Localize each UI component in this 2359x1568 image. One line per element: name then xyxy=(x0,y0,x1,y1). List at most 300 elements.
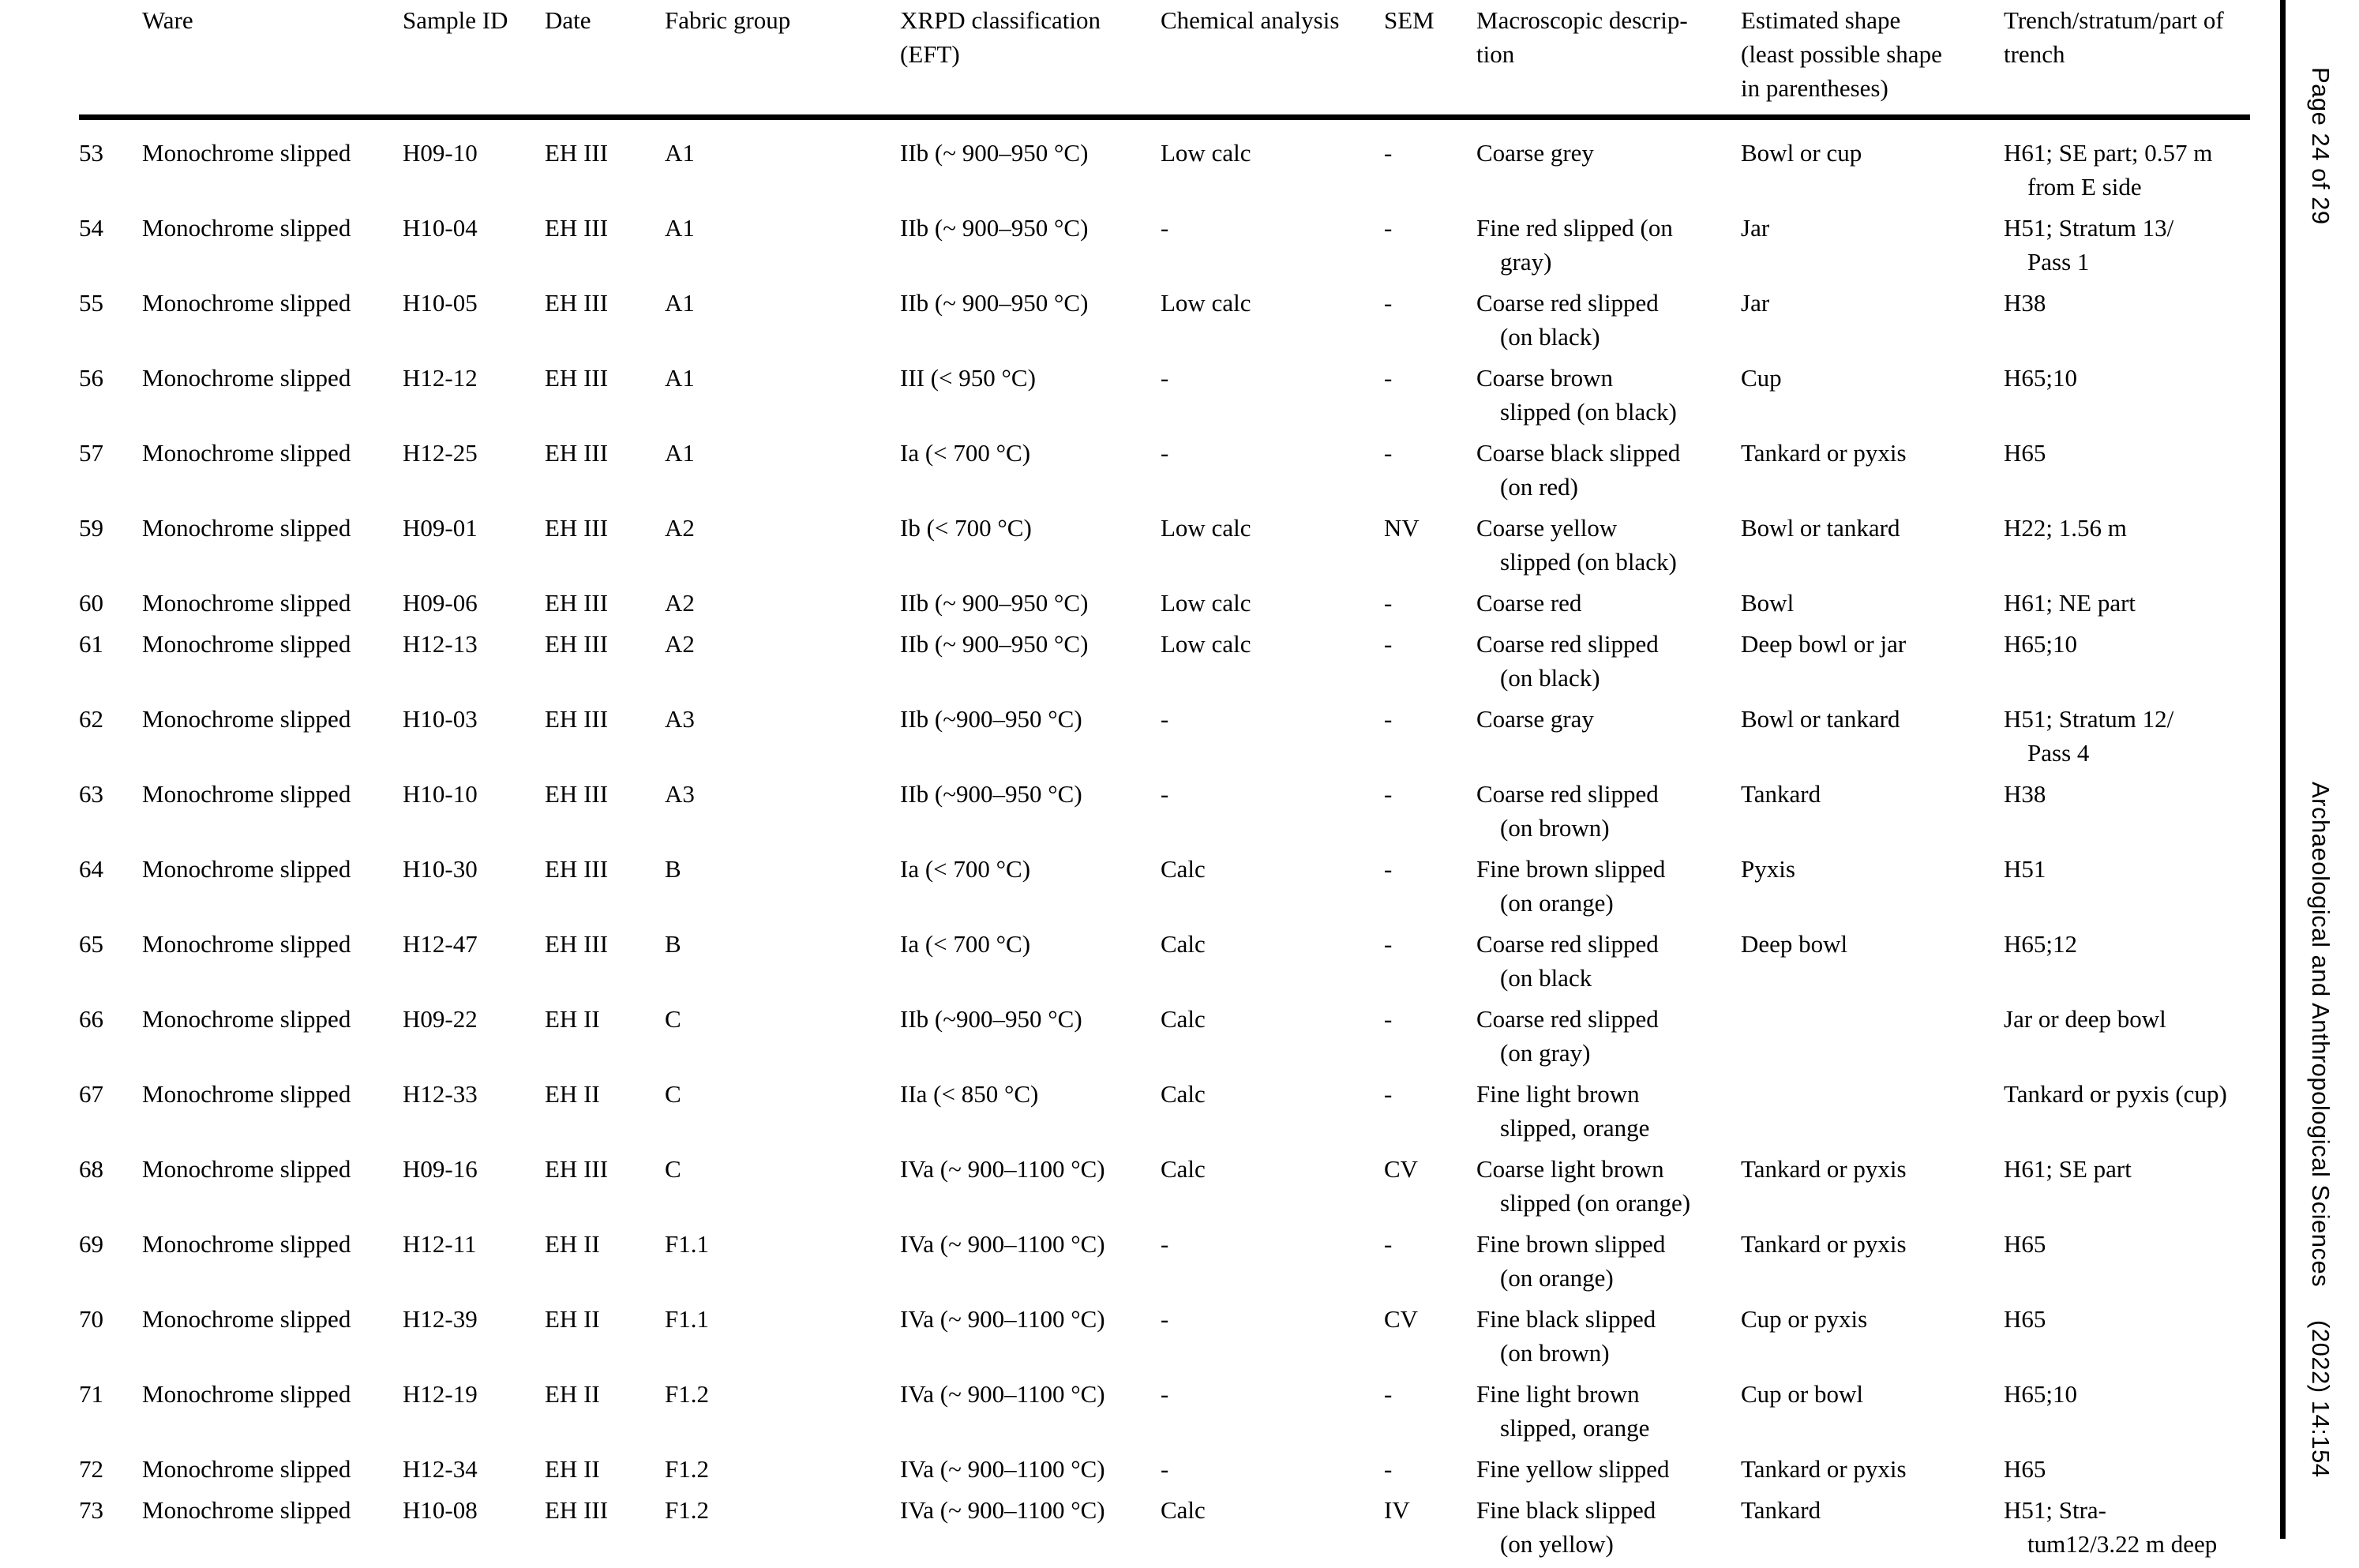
cell-line: Monochrome slipped xyxy=(142,139,351,167)
cell-chem xyxy=(1161,286,1384,320)
cell-line: - xyxy=(1384,1455,1393,1483)
cell-line: - xyxy=(1161,780,1169,808)
cell-line: H65;12 xyxy=(2004,930,2077,958)
cell-xrpd xyxy=(900,211,1161,245)
cell-sample_id xyxy=(403,777,545,811)
cell-line: Monochrome slipped xyxy=(142,514,351,542)
cell-sem xyxy=(1384,1077,1476,1111)
cell-xrpd xyxy=(900,1452,1161,1486)
cell-num xyxy=(79,777,142,811)
cell-date xyxy=(545,511,665,545)
cell-fabric xyxy=(665,702,900,736)
cell-num xyxy=(79,1152,142,1186)
cell-line: IVa (~ 900–1100 °C) xyxy=(900,1230,1105,1258)
cell-sample_id xyxy=(403,852,545,886)
cell-xrpd xyxy=(900,361,1161,395)
cell-macro xyxy=(1476,1227,1741,1295)
cell-shape xyxy=(1741,511,2004,545)
cell-line: Fine black slipped xyxy=(1476,1305,1656,1333)
cell-line: gray) xyxy=(1500,248,1552,276)
cell-line: 72 xyxy=(79,1455,103,1483)
cell-line: H22; 1.56 m xyxy=(2004,514,2127,542)
cell-line: H65 xyxy=(2004,1455,2046,1483)
cell-line: Tankard or pyxis xyxy=(1741,1155,1907,1183)
column-header-trench xyxy=(2004,3,2250,71)
cell-xrpd xyxy=(900,286,1161,320)
cell-line: EH III xyxy=(545,930,609,958)
cell-trench xyxy=(2004,511,2250,545)
cell-sample_id xyxy=(403,286,545,320)
cell-line: H12-13 xyxy=(403,630,478,658)
cell-fabric xyxy=(665,1002,900,1036)
cell-trench xyxy=(2004,1452,2250,1486)
cell-line: H65;10 xyxy=(2004,630,2077,658)
cell-line: 61 xyxy=(79,630,103,658)
cell-line: Monochrome slipped xyxy=(142,1496,351,1524)
cell-sample_id xyxy=(403,1452,545,1486)
cell-line: Monochrome slipped xyxy=(142,1305,351,1333)
cell-sem xyxy=(1384,211,1476,245)
cell-trench xyxy=(2004,286,2250,320)
cell-line: Monochrome slipped xyxy=(142,589,351,617)
cell-sem xyxy=(1384,702,1476,736)
cell-line: Monochrome slipped xyxy=(142,1380,351,1408)
cell-ware xyxy=(142,1152,403,1186)
cell-num xyxy=(79,436,142,470)
cell-line: slipped (on black) xyxy=(1500,398,1677,426)
cell-macro xyxy=(1476,286,1741,354)
cell-line: Ia (< 700 °C) xyxy=(900,930,1031,958)
cell-line: - xyxy=(1384,589,1393,617)
cell-xrpd xyxy=(900,1077,1161,1111)
cell-macro xyxy=(1476,1152,1741,1220)
cell-line: Coarse gray xyxy=(1476,705,1594,733)
cell-line: H65;10 xyxy=(2004,1380,2077,1408)
cell-line: EH III xyxy=(545,780,609,808)
cell-line: Low calc xyxy=(1161,139,1251,167)
cell-line: 53 xyxy=(79,139,103,167)
cell-macro xyxy=(1476,1002,1741,1070)
cell-line: Date xyxy=(545,6,591,34)
column-header-ware xyxy=(142,3,403,37)
cell-line: H09-22 xyxy=(403,1005,478,1033)
cell-chem xyxy=(1161,852,1384,886)
cell-line: 57 xyxy=(79,439,103,467)
cell-num xyxy=(79,852,142,886)
table-row-60 xyxy=(79,586,2250,620)
cell-line: tum12/3.22 m deep xyxy=(2027,1530,2218,1558)
cell-line: Fabric group xyxy=(665,6,791,34)
column-header-shape xyxy=(1741,3,2004,105)
cell-date xyxy=(545,627,665,661)
cell-chem xyxy=(1161,136,1384,170)
cell-sample_id xyxy=(403,211,545,245)
cell-line: IIb (~ 900–950 °C) xyxy=(900,630,1089,658)
cell-line: H38 xyxy=(2004,780,2046,808)
cell-date xyxy=(545,1002,665,1036)
cell-line: Monochrome slipped xyxy=(142,289,351,317)
cell-line: IVa (~ 900–1100 °C) xyxy=(900,1455,1105,1483)
cell-trench xyxy=(2004,927,2250,961)
cell-line: Chemical analysis xyxy=(1161,6,1340,34)
cell-line: EH III xyxy=(545,630,609,658)
cell-line: F1.2 xyxy=(665,1496,709,1524)
cell-fabric xyxy=(665,1377,900,1411)
cell-sample_id xyxy=(403,1077,545,1111)
cell-num xyxy=(79,702,142,736)
table-row-53 xyxy=(79,136,2250,204)
cell-line: H61; SE part xyxy=(2004,1155,2132,1183)
cell-line: Monochrome slipped xyxy=(142,214,351,242)
cell-line: Jar or deep bowl xyxy=(2004,1005,2166,1033)
cell-line: - xyxy=(1161,1380,1169,1408)
cell-shape xyxy=(1741,211,2004,245)
cell-line: Monochrome slipped xyxy=(142,1005,351,1033)
cell-chem xyxy=(1161,1452,1384,1486)
cell-line: EH II xyxy=(545,1305,600,1333)
column-header-sem xyxy=(1384,3,1476,37)
cell-line: Fine brown slipped xyxy=(1476,855,1666,883)
cell-line: A1 xyxy=(665,214,695,242)
cell-fabric xyxy=(665,286,900,320)
cell-num xyxy=(79,286,142,320)
cell-sample_id xyxy=(403,1493,545,1527)
cell-line: CV xyxy=(1384,1305,1419,1333)
cell-line: - xyxy=(1384,930,1393,958)
cell-chem xyxy=(1161,1077,1384,1111)
cell-trench xyxy=(2004,702,2250,770)
cell-line: H12-19 xyxy=(403,1380,478,1408)
samples-table xyxy=(79,3,2250,1568)
cell-num xyxy=(79,586,142,620)
cell-fabric xyxy=(665,136,900,170)
cell-line: slipped (on black) xyxy=(1500,548,1677,576)
cell-macro xyxy=(1476,511,1741,579)
cell-line: 66 xyxy=(79,1005,103,1033)
cell-fabric xyxy=(665,627,900,661)
cell-line: Coarse grey xyxy=(1476,139,1594,167)
cell-sem xyxy=(1384,361,1476,395)
cell-xrpd xyxy=(900,1302,1161,1336)
cell-line: Calc xyxy=(1161,1496,1206,1524)
cell-line: IIb (~ 900–950 °C) xyxy=(900,589,1089,617)
cell-chem xyxy=(1161,511,1384,545)
cell-xrpd xyxy=(900,1493,1161,1527)
cell-line: Monochrome slipped xyxy=(142,1080,351,1108)
cell-line: Ia (< 700 °C) xyxy=(900,439,1031,467)
cell-sem xyxy=(1384,286,1476,320)
cell-line: - xyxy=(1384,1005,1393,1033)
table-row-66 xyxy=(79,1002,2250,1070)
cell-line: Pass 1 xyxy=(2027,248,2090,276)
cell-line: 70 xyxy=(79,1305,103,1333)
cell-macro xyxy=(1476,627,1741,695)
cell-line: Fine light brown xyxy=(1476,1080,1640,1108)
cell-line: IIb (~900–950 °C) xyxy=(900,780,1082,808)
cell-line: F1.1 xyxy=(665,1230,709,1258)
table-head xyxy=(79,3,2250,120)
cell-sem xyxy=(1384,1302,1476,1336)
column-header-macro xyxy=(1476,3,1741,71)
cell-line: Monochrome slipped xyxy=(142,364,351,392)
cell-line: H65;10 xyxy=(2004,364,2077,392)
cell-ware xyxy=(142,436,403,470)
cell-macro xyxy=(1476,702,1741,736)
cell-chem xyxy=(1161,1377,1384,1411)
cell-line: trench xyxy=(2004,40,2065,68)
cell-xrpd xyxy=(900,927,1161,961)
cell-shape xyxy=(1741,586,2004,620)
cell-chem xyxy=(1161,586,1384,620)
cell-line: Deep bowl xyxy=(1741,930,1848,958)
cell-line: H65 xyxy=(2004,439,2046,467)
cell-line: - xyxy=(1161,1305,1169,1333)
cell-line: Ware xyxy=(142,6,193,34)
cell-line: Fine light brown xyxy=(1476,1380,1640,1408)
cell-line: Bowl or tankard xyxy=(1741,705,1900,733)
cell-line: Fine yellow slipped xyxy=(1476,1455,1670,1483)
cell-date xyxy=(545,1493,665,1527)
cell-date xyxy=(545,211,665,245)
cell-ware xyxy=(142,586,403,620)
table-row-61 xyxy=(79,627,2250,695)
cell-line: Coarse red slipped xyxy=(1476,780,1659,808)
cell-xrpd xyxy=(900,1152,1161,1186)
cell-line: Coarse red xyxy=(1476,589,1582,617)
cell-trench xyxy=(2004,1002,2250,1036)
table-row-54 xyxy=(79,211,2250,279)
cell-chem xyxy=(1161,627,1384,661)
cell-ware xyxy=(142,211,403,245)
cell-sem xyxy=(1384,1002,1476,1036)
cell-trench xyxy=(2004,627,2250,661)
cell-fabric xyxy=(665,852,900,886)
cell-macro xyxy=(1476,1452,1741,1486)
cell-shape xyxy=(1741,361,2004,395)
cell-line: Macroscopic descrip- xyxy=(1476,6,1688,34)
cell-sem xyxy=(1384,1493,1476,1527)
cell-line: EH II xyxy=(545,1230,600,1258)
cell-date xyxy=(545,361,665,395)
cell-line: EH II xyxy=(545,1380,600,1408)
cell-shape xyxy=(1741,436,2004,470)
cell-date xyxy=(545,702,665,736)
cell-line: IIa (< 850 °C) xyxy=(900,1080,1039,1108)
cell-line: H12-39 xyxy=(403,1305,478,1333)
cell-line: Tankard or pyxis xyxy=(1741,439,1907,467)
cell-line: in parentheses) xyxy=(1741,74,1888,102)
cell-macro xyxy=(1476,927,1741,995)
cell-date xyxy=(545,1452,665,1486)
cell-sample_id xyxy=(403,136,545,170)
cell-date xyxy=(545,777,665,811)
table-row-65 xyxy=(79,927,2250,995)
cell-shape xyxy=(1741,1377,2004,1411)
cell-num xyxy=(79,927,142,961)
table-row-64 xyxy=(79,852,2250,920)
cell-line: B xyxy=(665,855,681,883)
cell-line: EH III xyxy=(545,855,609,883)
cell-line: Monochrome slipped xyxy=(142,1230,351,1258)
column-header-xrpd xyxy=(900,3,1161,71)
cell-line: Tankard or pyxis xyxy=(1741,1455,1907,1483)
cell-trench xyxy=(2004,361,2250,395)
cell-chem xyxy=(1161,702,1384,736)
cell-ware xyxy=(142,1227,403,1261)
cell-line: Coarse brown xyxy=(1476,364,1614,392)
cell-date xyxy=(545,1227,665,1261)
cell-num xyxy=(79,627,142,661)
cell-line: Estimated shape xyxy=(1741,6,1901,34)
cell-trench xyxy=(2004,1493,2250,1561)
cell-line: H12-12 xyxy=(403,364,478,392)
cell-ware xyxy=(142,1002,403,1036)
cell-line: 65 xyxy=(79,930,103,958)
cell-line: (on red) xyxy=(1500,473,1578,501)
cell-line: H61; NE part xyxy=(2004,589,2136,617)
cell-line: NV xyxy=(1384,514,1420,542)
cell-line: (on yellow) xyxy=(1500,1530,1614,1558)
cell-line: IVa (~ 900–1100 °C) xyxy=(900,1155,1105,1183)
cell-line: from E side xyxy=(2027,173,2142,201)
cell-line: EH III xyxy=(545,514,609,542)
cell-line: Coarse red slipped xyxy=(1476,630,1659,658)
cell-macro xyxy=(1476,852,1741,920)
cell-line: H10-10 xyxy=(403,780,478,808)
cell-xrpd xyxy=(900,136,1161,170)
cell-trench xyxy=(2004,436,2250,470)
cell-ware xyxy=(142,136,403,170)
cell-chem xyxy=(1161,1152,1384,1186)
cell-trench xyxy=(2004,1302,2250,1336)
cell-line: H10-08 xyxy=(403,1496,478,1524)
cell-num xyxy=(79,1077,142,1111)
cell-trench xyxy=(2004,852,2250,886)
cell-line: - xyxy=(1161,364,1169,392)
cell-date xyxy=(545,1302,665,1336)
cell-sem xyxy=(1384,136,1476,170)
cell-line: EH III xyxy=(545,289,609,317)
cell-line: IV xyxy=(1384,1496,1410,1524)
cell-trench xyxy=(2004,1077,2250,1111)
cell-line: 67 xyxy=(79,1080,103,1108)
cell-sem xyxy=(1384,852,1476,886)
cell-macro xyxy=(1476,211,1741,279)
cell-line: IIb (~ 900–950 °C) xyxy=(900,139,1089,167)
cell-line: IIb (~900–950 °C) xyxy=(900,1005,1082,1033)
journal-issue: (2022) 14:154 xyxy=(2307,1320,2335,1478)
cell-ware xyxy=(142,1377,403,1411)
cell-line: (on brown) xyxy=(1500,1339,1610,1367)
cell-sample_id xyxy=(403,927,545,961)
cell-ware xyxy=(142,627,403,661)
cell-sample_id xyxy=(403,511,545,545)
cell-sem xyxy=(1384,586,1476,620)
cell-line: H10-04 xyxy=(403,214,478,242)
cell-num xyxy=(79,1002,142,1036)
cell-line: Jar xyxy=(1741,214,1770,242)
cell-fabric xyxy=(665,1077,900,1111)
cell-shape xyxy=(1741,702,2004,736)
cell-line: Fine black slipped xyxy=(1476,1496,1656,1524)
cell-sample_id xyxy=(403,436,545,470)
cell-sample_id xyxy=(403,1002,545,1036)
cell-line: EH III xyxy=(545,364,609,392)
cell-line: 63 xyxy=(79,780,103,808)
cell-line: H12-47 xyxy=(403,930,478,958)
cell-trench xyxy=(2004,586,2250,620)
cell-line: H51; Stratum 12/ xyxy=(2004,705,2174,733)
table-row-71 xyxy=(79,1377,2250,1445)
cell-sample_id xyxy=(403,1377,545,1411)
cell-fabric xyxy=(665,211,900,245)
cell-line: Fine red slipped (on xyxy=(1476,214,1673,242)
cell-date xyxy=(545,852,665,886)
cell-line: Monochrome slipped xyxy=(142,1155,351,1183)
cell-line: - xyxy=(1161,1455,1169,1483)
cell-line: Monochrome slipped xyxy=(142,1455,351,1483)
cell-line: A2 xyxy=(665,589,695,617)
cell-macro xyxy=(1476,777,1741,845)
cell-line: - xyxy=(1161,439,1169,467)
cell-fabric xyxy=(665,927,900,961)
cell-line: IIb (~900–950 °C) xyxy=(900,705,1082,733)
cell-line: A1 xyxy=(665,289,695,317)
cell-fabric xyxy=(665,436,900,470)
table-row-55 xyxy=(79,286,2250,354)
table-body xyxy=(79,120,2250,1561)
table-row-57 xyxy=(79,436,2250,504)
cell-line: - xyxy=(1384,855,1393,883)
table-row-72 xyxy=(79,1452,2250,1486)
cell-ware xyxy=(142,286,403,320)
cell-num xyxy=(79,1452,142,1486)
cell-line: 56 xyxy=(79,364,103,392)
cell-line: Coarse red slipped xyxy=(1476,1005,1659,1033)
cell-chem xyxy=(1161,361,1384,395)
page-number-label: Page 24 of 29 xyxy=(2307,67,2335,225)
cell-line: - xyxy=(1384,214,1393,242)
cell-trench xyxy=(2004,211,2250,279)
margin-rule xyxy=(2280,0,2286,1539)
cell-line: A3 xyxy=(665,780,695,808)
cell-ware xyxy=(142,361,403,395)
cell-line: H65 xyxy=(2004,1305,2046,1333)
cell-line: EH III xyxy=(545,439,609,467)
table-row-73 xyxy=(79,1493,2250,1561)
cell-ware xyxy=(142,927,403,961)
cell-sem xyxy=(1384,1227,1476,1261)
cell-line: - xyxy=(1384,139,1393,167)
cell-date xyxy=(545,286,665,320)
cell-line: Pyxis xyxy=(1741,855,1795,883)
cell-line: Calc xyxy=(1161,855,1206,883)
cell-sample_id xyxy=(403,702,545,736)
cell-line: A2 xyxy=(665,630,695,658)
cell-xrpd xyxy=(900,436,1161,470)
cell-line: 64 xyxy=(79,855,103,883)
cell-chem xyxy=(1161,777,1384,811)
cell-line: H12-33 xyxy=(403,1080,478,1108)
cell-trench xyxy=(2004,136,2250,204)
table-row-56 xyxy=(79,361,2250,429)
cell-line: H09-10 xyxy=(403,139,478,167)
cell-macro xyxy=(1476,1493,1741,1561)
cell-fabric xyxy=(665,1227,900,1261)
cell-num xyxy=(79,361,142,395)
cell-macro xyxy=(1476,136,1741,170)
cell-line: Sample ID xyxy=(403,6,508,34)
